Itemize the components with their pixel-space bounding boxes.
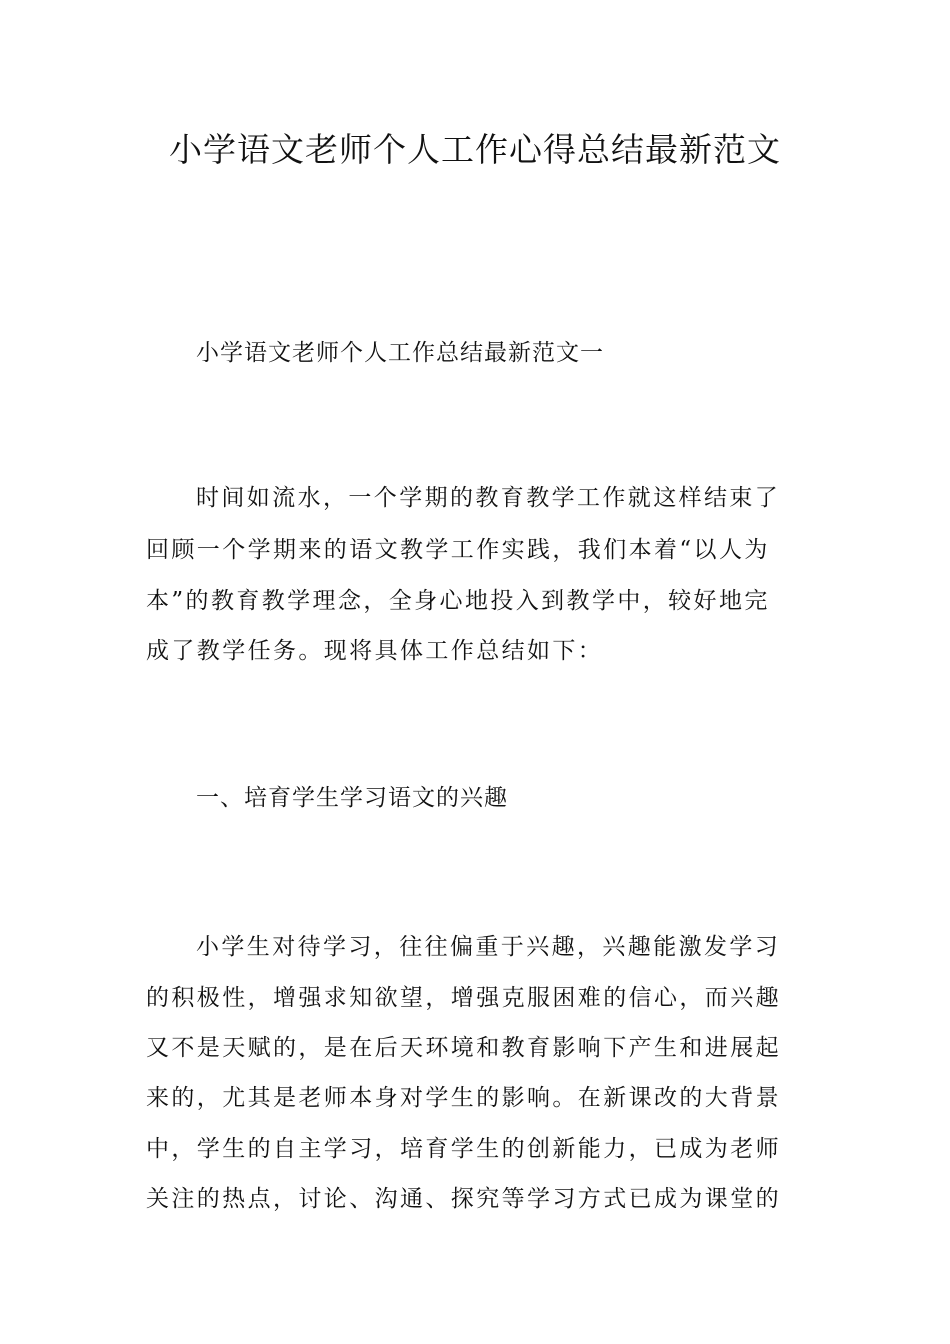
paragraph-line: 的积极性，增强求知欲望，增强克服困难的信心，而兴趣 (146, 985, 781, 1011)
paragraph-line: 来的，尤其是老师本身对学生的影响。在新课改的大背景 (146, 1085, 781, 1111)
paragraph-line: 中，学生的自主学习，培育学生的创新能力，已成为老师 (146, 1136, 781, 1162)
paragraph-line: 回顾一个学期来的语文教学工作实践，我们本着“以人为 (146, 537, 770, 563)
document-title: 小学语文老师个人工作心得总结最新范文 (169, 130, 781, 169)
paragraph-line: 成了教学任务。现将具体工作总结如下： (146, 638, 604, 664)
document-subtitle: 小学语文老师个人工作总结最新范文一 (196, 340, 604, 366)
paragraph-line: 时间如流水，一个学期的教育教学工作就这样结束了 (196, 485, 781, 511)
paragraph-line: 又不是天赋的，是在后天环境和教育影响下产生和进展起 (146, 1035, 781, 1061)
paragraph-line: 关注的热点，讨论、沟通、探究等学习方式已成为课堂的 (146, 1186, 781, 1212)
section-heading: 一、培育学生学习语文的兴趣 (196, 785, 508, 811)
paragraph-line: 小学生对待学习，往往偏重于兴趣，兴趣能激发学习 (196, 934, 781, 960)
paragraph-line: 本”的教育教学理念，全身心地投入到教学中，较好地完 (146, 588, 770, 614)
